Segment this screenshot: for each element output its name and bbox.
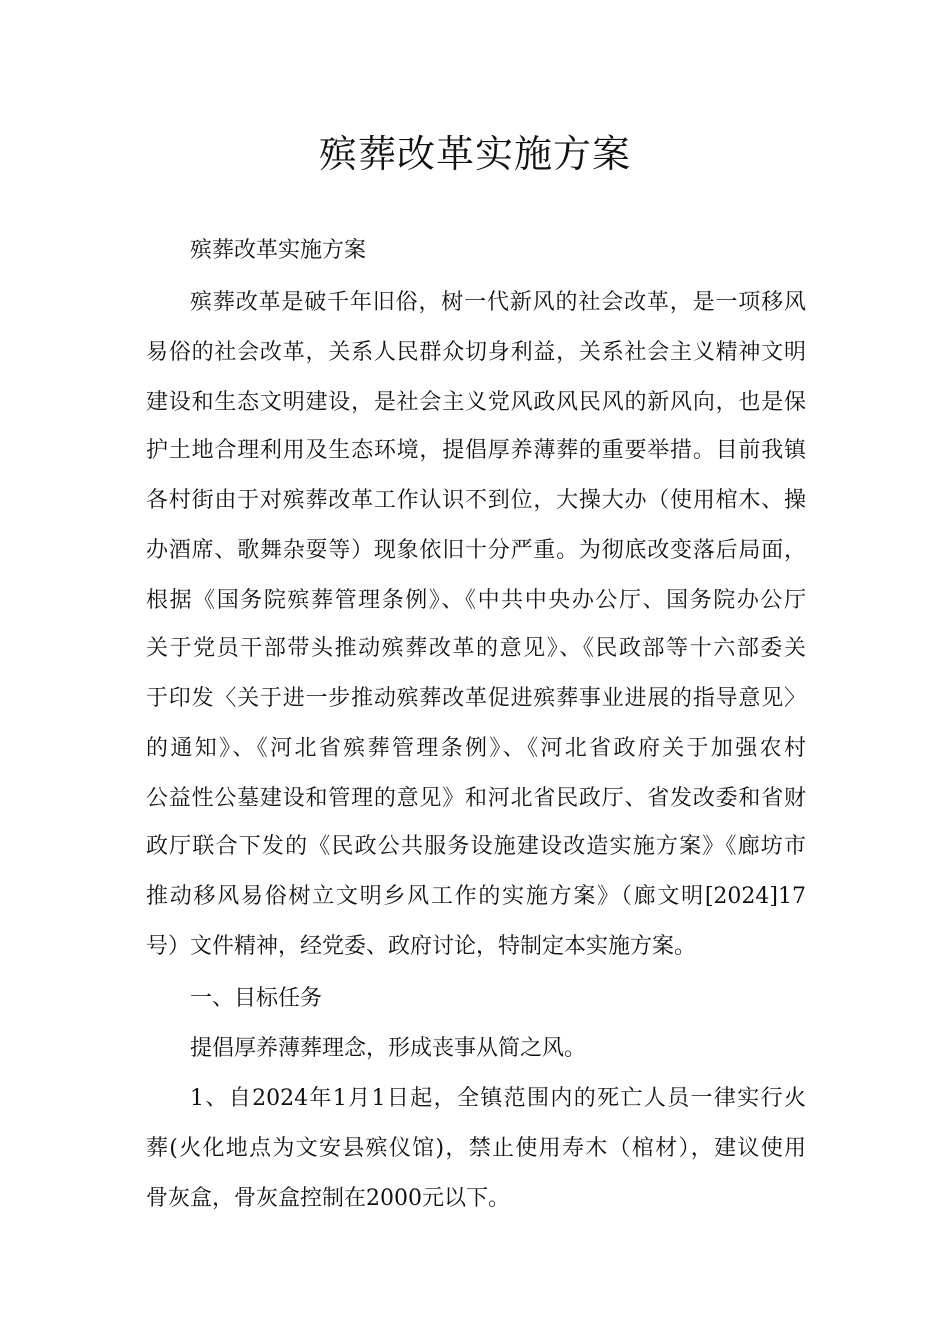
body-line: 易俗的社会改革，关系人民群众切身利益，关系社会主义精神文明 <box>146 340 806 365</box>
body-line: 各村街由于对殡葬改革工作认识不到位，大操大办（使用棺木、操 <box>146 488 806 513</box>
body-line: 政厅联合下发的《民政公共服务设施建设改造实施方案》《廊坊市 <box>146 834 806 859</box>
body-line: 骨灰盒，骨灰盒控制在2000元以下。 <box>146 1186 510 1211</box>
body-line: 的通知》、《河北省殡葬管理条例》、《河北省政府关于加强农村 <box>146 736 806 761</box>
document-title: 殡葬改革实施方案 <box>318 132 631 176</box>
body-line: 根据《国务院殡葬管理条例》、《中共中央办公厅、国务院办公厅 <box>146 588 806 613</box>
body-line: 号）文件精神，经党委、政府讨论，特制定本实施方案。 <box>146 934 697 959</box>
body-line: 关于党员干部带头推动殡葬改革的意见》、《民政部等十六部委关 <box>146 636 806 661</box>
body-line: 提倡厚养薄葬理念，形成丧事从简之风。 <box>190 1036 587 1061</box>
subtitle-line: 殡葬改革实施方案 <box>190 238 367 263</box>
body-line: 殡葬改革是破千年旧俗，树一代新风的社会改革，是一项移风 <box>190 290 806 315</box>
body-line: 葬(火化地点为文安县殡仪馆)，禁止使用寿木（棺材），建议使用 <box>146 1136 806 1161</box>
body-line: 于印发〈关于进一步推动殡葬改革促进殡葬事业进展的指导意见〉 <box>146 686 806 711</box>
body-line: 公益性公墓建设和管理的意见》和河北省民政厅、省发改委和省财 <box>146 786 806 811</box>
body-line: 建设和生态文明建设，是社会主义党风政风民风的新风向，也是保 <box>146 390 806 415</box>
body-line: 1、自2024年1月1日起，全镇范围内的死亡人员一律实行火 <box>190 1086 806 1111</box>
body-line: 护土地合理利用及生态环境，提倡厚养薄葬的重要举措。目前我镇 <box>146 438 806 463</box>
section-heading: 一、目标任务 <box>190 986 323 1011</box>
body-line: 办酒席、歌舞杂耍等）现象依旧十分严重。为彻底改变落后局面， <box>146 538 806 563</box>
body-line: 推动移风易俗树立文明乡风工作的实施方案》（廊文明[2024]17 <box>146 884 806 909</box>
